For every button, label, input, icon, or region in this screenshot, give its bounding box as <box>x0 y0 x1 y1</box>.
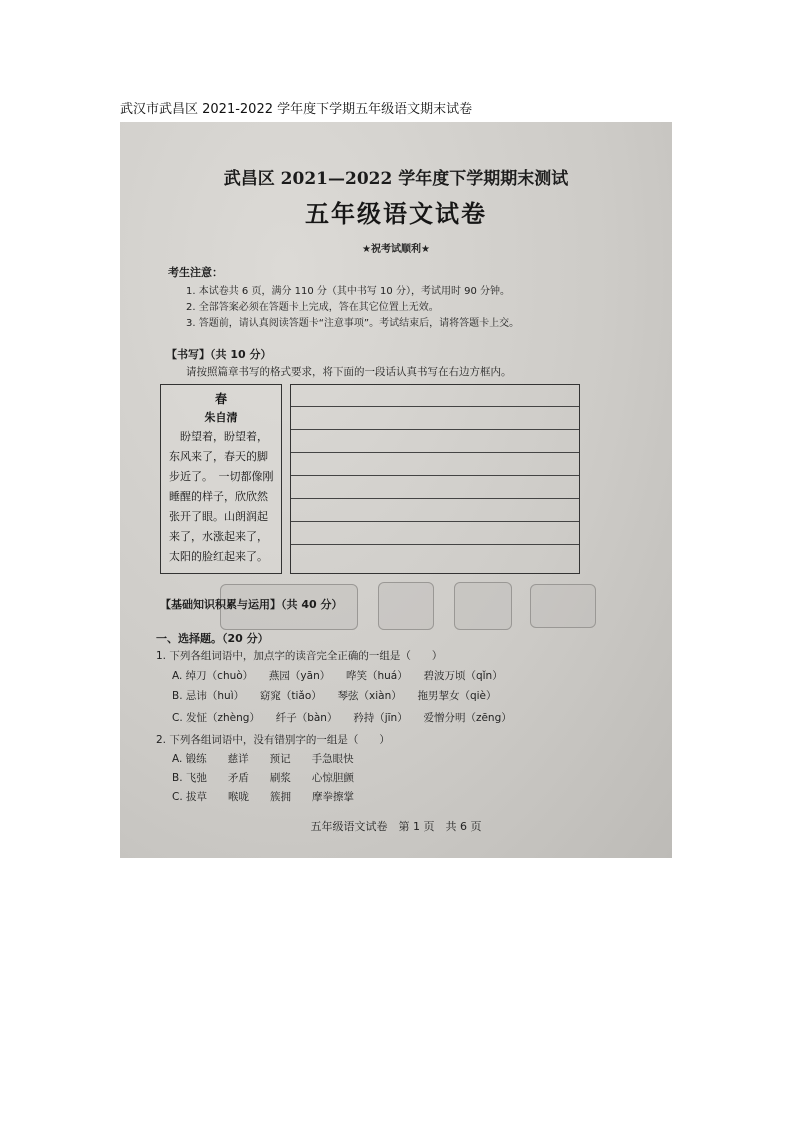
q2-option: A. 锻练 慈详 预记 手急眼快 <box>172 753 354 765</box>
choice-heading: 一、选择题。（20 分） <box>156 632 269 645</box>
writing-line <box>291 406 579 407</box>
basics-heading: 【基础知识积累与运用】（共 40 分） <box>160 598 343 611</box>
writing-line <box>291 521 579 522</box>
writing-line <box>291 475 579 476</box>
exam-title-line2: 五年级语文试卷 <box>305 199 487 228</box>
exam-title-line1: 武昌区 2021—2022 学年度下学期期末测试 <box>223 169 569 189</box>
q2-option: C. 拔草 喉咙 簇拥 摩拳擦掌 <box>172 791 355 803</box>
bleed-box <box>378 582 434 630</box>
q1-option: C. 发怔（zhèng） 纤子（bàn） 矜持（jīn） 爱憎分明（zēng） <box>172 712 512 724</box>
poem-text: 盼望着，盼望着，东风来了，春天的脚步近了。 一切都像刚睡醒的样子，欣欣然张开了眼。山朗润起来了，水涨起来了，太阳的脸红起来了。 <box>169 430 274 563</box>
page-footer: 五年级语文试卷 第 1 页 共 6 页 <box>310 820 482 833</box>
writing-line <box>291 452 579 453</box>
poem-title: 春 <box>214 392 227 406</box>
notice-item: 3. 答题前，请认真阅读答题卡“注意事项”。考试结束后，请将答题卡上交。 <box>186 318 520 329</box>
document-title: 武汉市武昌区 2021-2022 学年度下学期五年级语文期末试卷 <box>120 102 473 117</box>
writing-line <box>291 544 579 545</box>
q1-stem: 1. 下列各组词语中，加点字的读音完全正确的一组是（ ） <box>156 650 443 662</box>
writing-line <box>291 498 579 499</box>
notice-heading: 考生注意： <box>168 266 223 279</box>
poem-author: 朱自清 <box>204 411 238 424</box>
writing-heading: 【书写】（共 10 分） <box>166 348 272 361</box>
notice-item: 2. 全部答案必须在答题卡上完成，答在其它位置上无效。 <box>186 302 439 313</box>
bleed-box <box>454 582 512 630</box>
writing-answer-box <box>290 384 580 574</box>
bleed-box <box>530 584 596 628</box>
poem-box <box>160 384 282 574</box>
exam-photo <box>120 122 672 858</box>
notice-item: 1. 本试卷共 6 页，满分 110 分（其中书写 10 分），考试用时 90 分钟。 <box>186 286 511 297</box>
q2-option: B. 飞弛 矛盾 刷浆 心惊胆颤 <box>172 772 354 784</box>
writing-instruction: 请按照篇章书写的格式要求，将下面的一段话认真书写在右边方框内。 <box>186 366 512 378</box>
good-luck-text: ★祝考试顺利★ <box>362 244 430 255</box>
q1-option: B. 忌讳（huì） 窈窕（tiǎo） 琴弦（xiàn） 拖男挈女（qiè） <box>172 690 497 702</box>
writing-line <box>291 429 579 430</box>
q1-option: A. 绰刀（chuò） 燕园（yān） 哗笑（huá） 碧波万顷（qǐn） <box>172 670 503 682</box>
q2-stem: 2. 下列各组词语中，没有错别字的一组是（ ） <box>156 734 390 746</box>
